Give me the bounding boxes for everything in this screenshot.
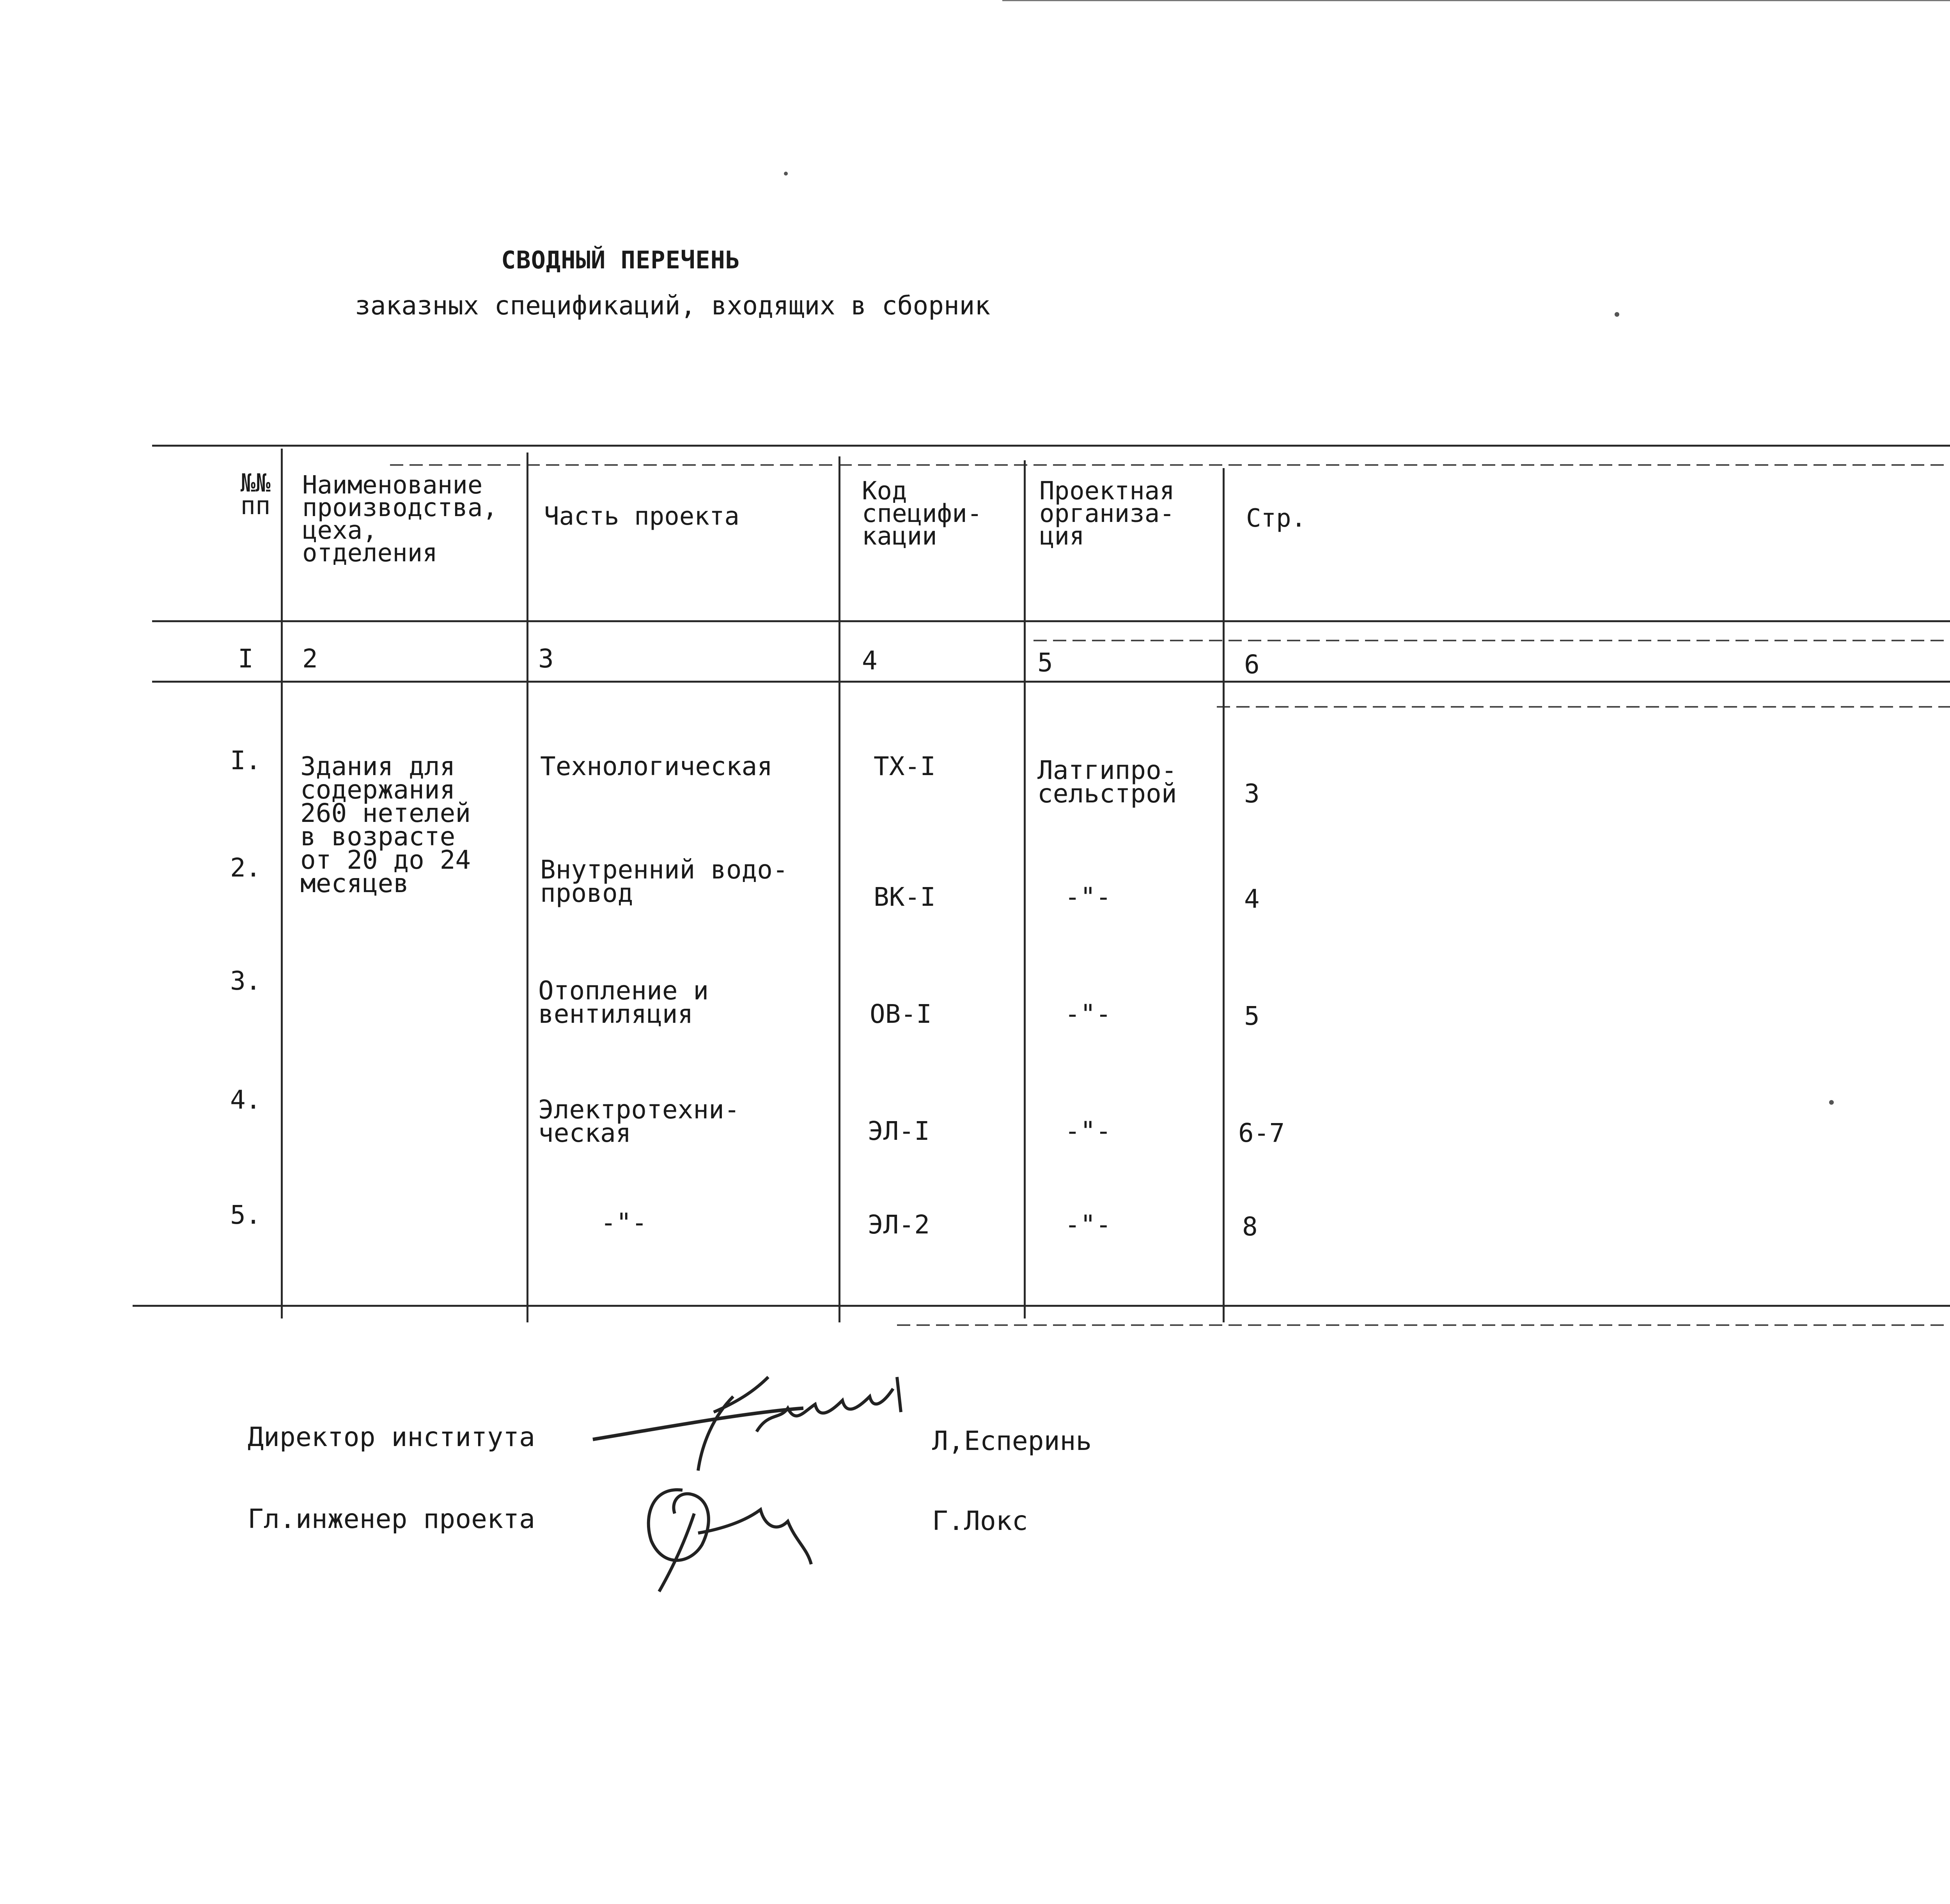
- row-5-page: 8: [1242, 1212, 1258, 1242]
- scan-speck: [784, 172, 788, 176]
- table-top-rule: [152, 445, 1950, 447]
- header-bottom-rule-ext: [1034, 640, 1950, 641]
- row-1-code: ТХ-I: [874, 751, 936, 781]
- table-bottom-rule: [133, 1305, 1950, 1307]
- colnum-6: 6: [1244, 649, 1260, 680]
- column-numbers-bottom-rule: [152, 681, 1950, 683]
- row-1-page: 3: [1244, 779, 1260, 809]
- header-part: Часть проекта: [544, 502, 739, 531]
- row-1-production: Здания для содержания 260 нетелей в возрасте от 20 до 24 месяцев: [300, 751, 471, 898]
- row-2-page: 4: [1244, 884, 1260, 914]
- header-code: Код специфи- кации: [862, 477, 982, 551]
- row-4-part: Электротехни- ческая: [538, 1095, 740, 1148]
- row-2-code: ВК-I: [874, 882, 936, 912]
- row-3-code: ОВ-I: [870, 999, 932, 1029]
- row-4-num: 4.: [230, 1085, 261, 1115]
- row-4-org: -"-: [1065, 1116, 1112, 1146]
- colnum-1: I: [238, 644, 254, 674]
- colnum-3: 3: [538, 644, 554, 674]
- col-divider-1: [281, 449, 283, 1318]
- director-signature: [585, 1354, 936, 1478]
- row-4-code: ЭЛ-I: [868, 1116, 930, 1146]
- chief-engineer-role: Гл.инженер проекта: [248, 1504, 535, 1535]
- row-5-org: -"-: [1065, 1210, 1112, 1240]
- row-1-part: Технологическая: [540, 751, 773, 781]
- col-divider-2: [526, 452, 528, 1322]
- col-divider-5: [1223, 468, 1225, 1322]
- header-bottom-rule: [152, 620, 1950, 622]
- row-5-part: -"-: [601, 1208, 647, 1238]
- row-5-code: ЭЛ-2: [868, 1210, 930, 1240]
- colnum-5: 5: [1037, 648, 1053, 678]
- row-3-num: 3.: [230, 966, 261, 996]
- chief-engineer-signature: [636, 1475, 831, 1599]
- director-role: Директор института: [248, 1422, 535, 1453]
- document-title: СВОДНЫЙ ПЕРЕЧЕНЬ: [501, 246, 741, 274]
- director-name: Л,Есперинь: [932, 1426, 1092, 1457]
- row-5-num: 5.: [230, 1200, 261, 1230]
- table-top-rule-ext: [390, 464, 1950, 466]
- scan-speck: [1829, 1100, 1834, 1105]
- colnum-2: 2: [302, 644, 318, 674]
- row-2-org: -"-: [1065, 882, 1112, 912]
- row-2-num: 2.: [230, 853, 261, 883]
- col-divider-3: [838, 456, 840, 1322]
- row-3-org: -"-: [1065, 999, 1112, 1029]
- document-subtitle: заказных спецификаций, входящих в сборник: [355, 291, 991, 321]
- chief-engineer-name: Г.Локс: [932, 1506, 1028, 1537]
- header-org: Проектная организа- ция: [1039, 477, 1175, 551]
- header-page: Стр.: [1246, 504, 1306, 533]
- row-2-part: Внутренний водо- провод: [540, 855, 788, 908]
- colnum-4: 4: [862, 646, 878, 676]
- row-3-page: 5: [1244, 1001, 1260, 1031]
- row-1-org: Латгипро- сельстрой: [1037, 755, 1177, 809]
- page-top-edge: [1002, 0, 1950, 1]
- table-bottom-rule-ext: [897, 1324, 1950, 1326]
- header-num: №№ пп: [240, 469, 271, 520]
- col-divider-4: [1024, 460, 1026, 1318]
- row-3-part: Отопление и вентиляция: [538, 976, 709, 1029]
- row-1-num: I.: [230, 745, 261, 775]
- header-production: Наименование производства, цеха, отделения: [302, 471, 498, 568]
- scan-speck: [1615, 312, 1619, 317]
- row-4-page: 6-7: [1238, 1118, 1285, 1148]
- column-numbers-bottom-rule-ext: [1217, 706, 1950, 708]
